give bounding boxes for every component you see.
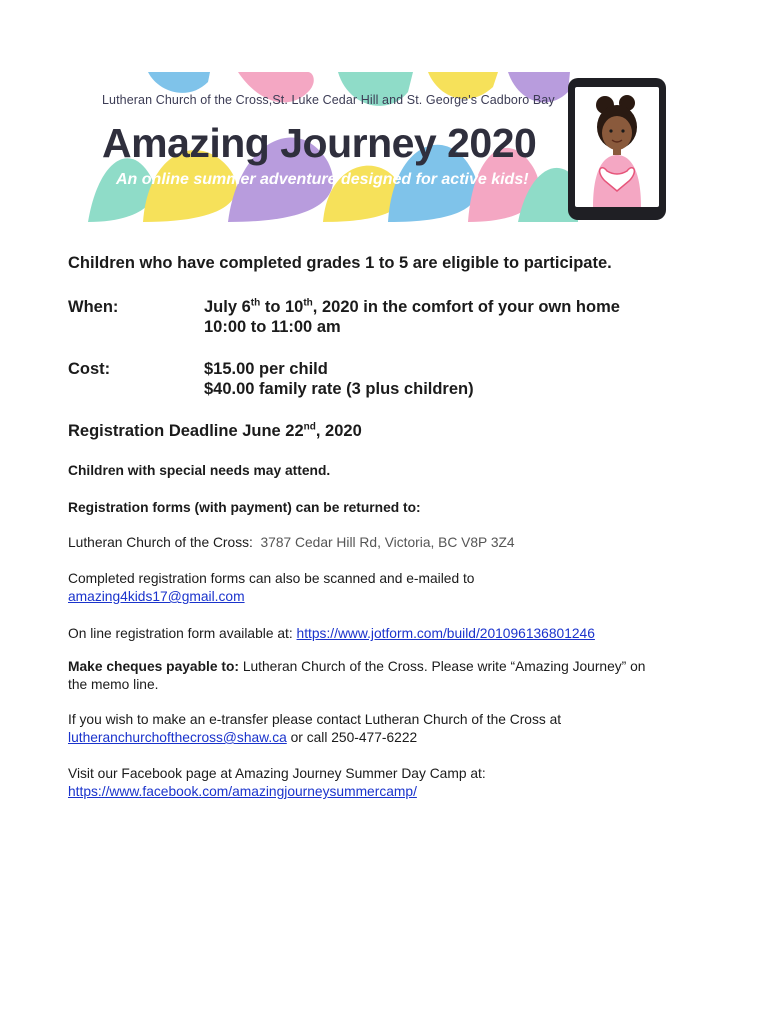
facebook-link[interactable]: https://www.facebook.com/amazingjourneysummercamp/: [68, 784, 417, 799]
when-time: 10:00 to 11:00 am: [204, 318, 341, 336]
banner-title: Amazing Journey 2020: [102, 120, 537, 166]
etransfer-instructions: If you wish to make an e-transfer please contact Lutheran Church of the Cross at: [68, 712, 562, 727]
when-dates: July 6th to 10th, 2020 in the comfort of your own home: [204, 297, 620, 316]
header-banner: [88, 72, 684, 222]
banner-churches: Lutheran Church of the Cross,St. Luke Cedar Hill and St. George's Cadboro Bay: [102, 93, 555, 107]
etransfer-contact: [68, 730, 417, 745]
church-name: Lutheran Church of the Cross:: [68, 535, 253, 550]
return-address: [68, 535, 515, 550]
scan-instructions: Completed registration forms can also be scanned and e-mailed to: [68, 571, 475, 586]
cheques-label: Make cheques payable to:: [68, 659, 239, 674]
online-registration: On line registration form available at: https://www.jotform.com/build/201096136801246: [68, 626, 595, 641]
registration-deadline: Registration Deadline June 22nd, 2020: [68, 421, 362, 440]
cheques-memo-line: the memo line.: [68, 677, 159, 692]
street-address: 3787 Cedar Hill Rd, Victoria, BC V8P 3Z4: [260, 535, 515, 550]
facebook-text: Visit our Facebook page at Amazing Journey Summer Day Camp at:: [68, 766, 486, 781]
return-heading: Registration forms (with payment) can be returned to:: [68, 500, 421, 515]
eligibility-statement: Children who have completed grades 1 to 5 are eligible to participate.: [68, 254, 612, 272]
special-needs-note: Children with special needs may attend.: [68, 463, 331, 478]
email-link-church[interactable]: lutheranchurchofthecross@shaw.ca: [68, 730, 287, 745]
tablet-screen: [575, 87, 659, 207]
banner-subtitle: An online summer adventure designed for active kids!: [116, 171, 529, 188]
child-illustration: [575, 87, 659, 207]
cost-family-rate: $40.00 family rate (3 plus children): [204, 380, 474, 398]
when-label: When:: [68, 298, 119, 316]
cost-label: Cost:: [68, 360, 111, 378]
cost-per-child: $15.00 per child: [204, 360, 328, 378]
tablet-illustration: [568, 78, 666, 220]
email-link-amazing4kids[interactable]: amazing4kids17@gmail.com: [68, 589, 245, 604]
cheques-line: Make cheques payable to: Lutheran Church of the Cross. Please write “Amazing Journey” on: [68, 659, 646, 674]
phone-text: or call 250-477-6222: [286, 730, 418, 745]
jotform-link[interactable]: https://www.jotform.com/build/201096136801246: [296, 626, 595, 641]
